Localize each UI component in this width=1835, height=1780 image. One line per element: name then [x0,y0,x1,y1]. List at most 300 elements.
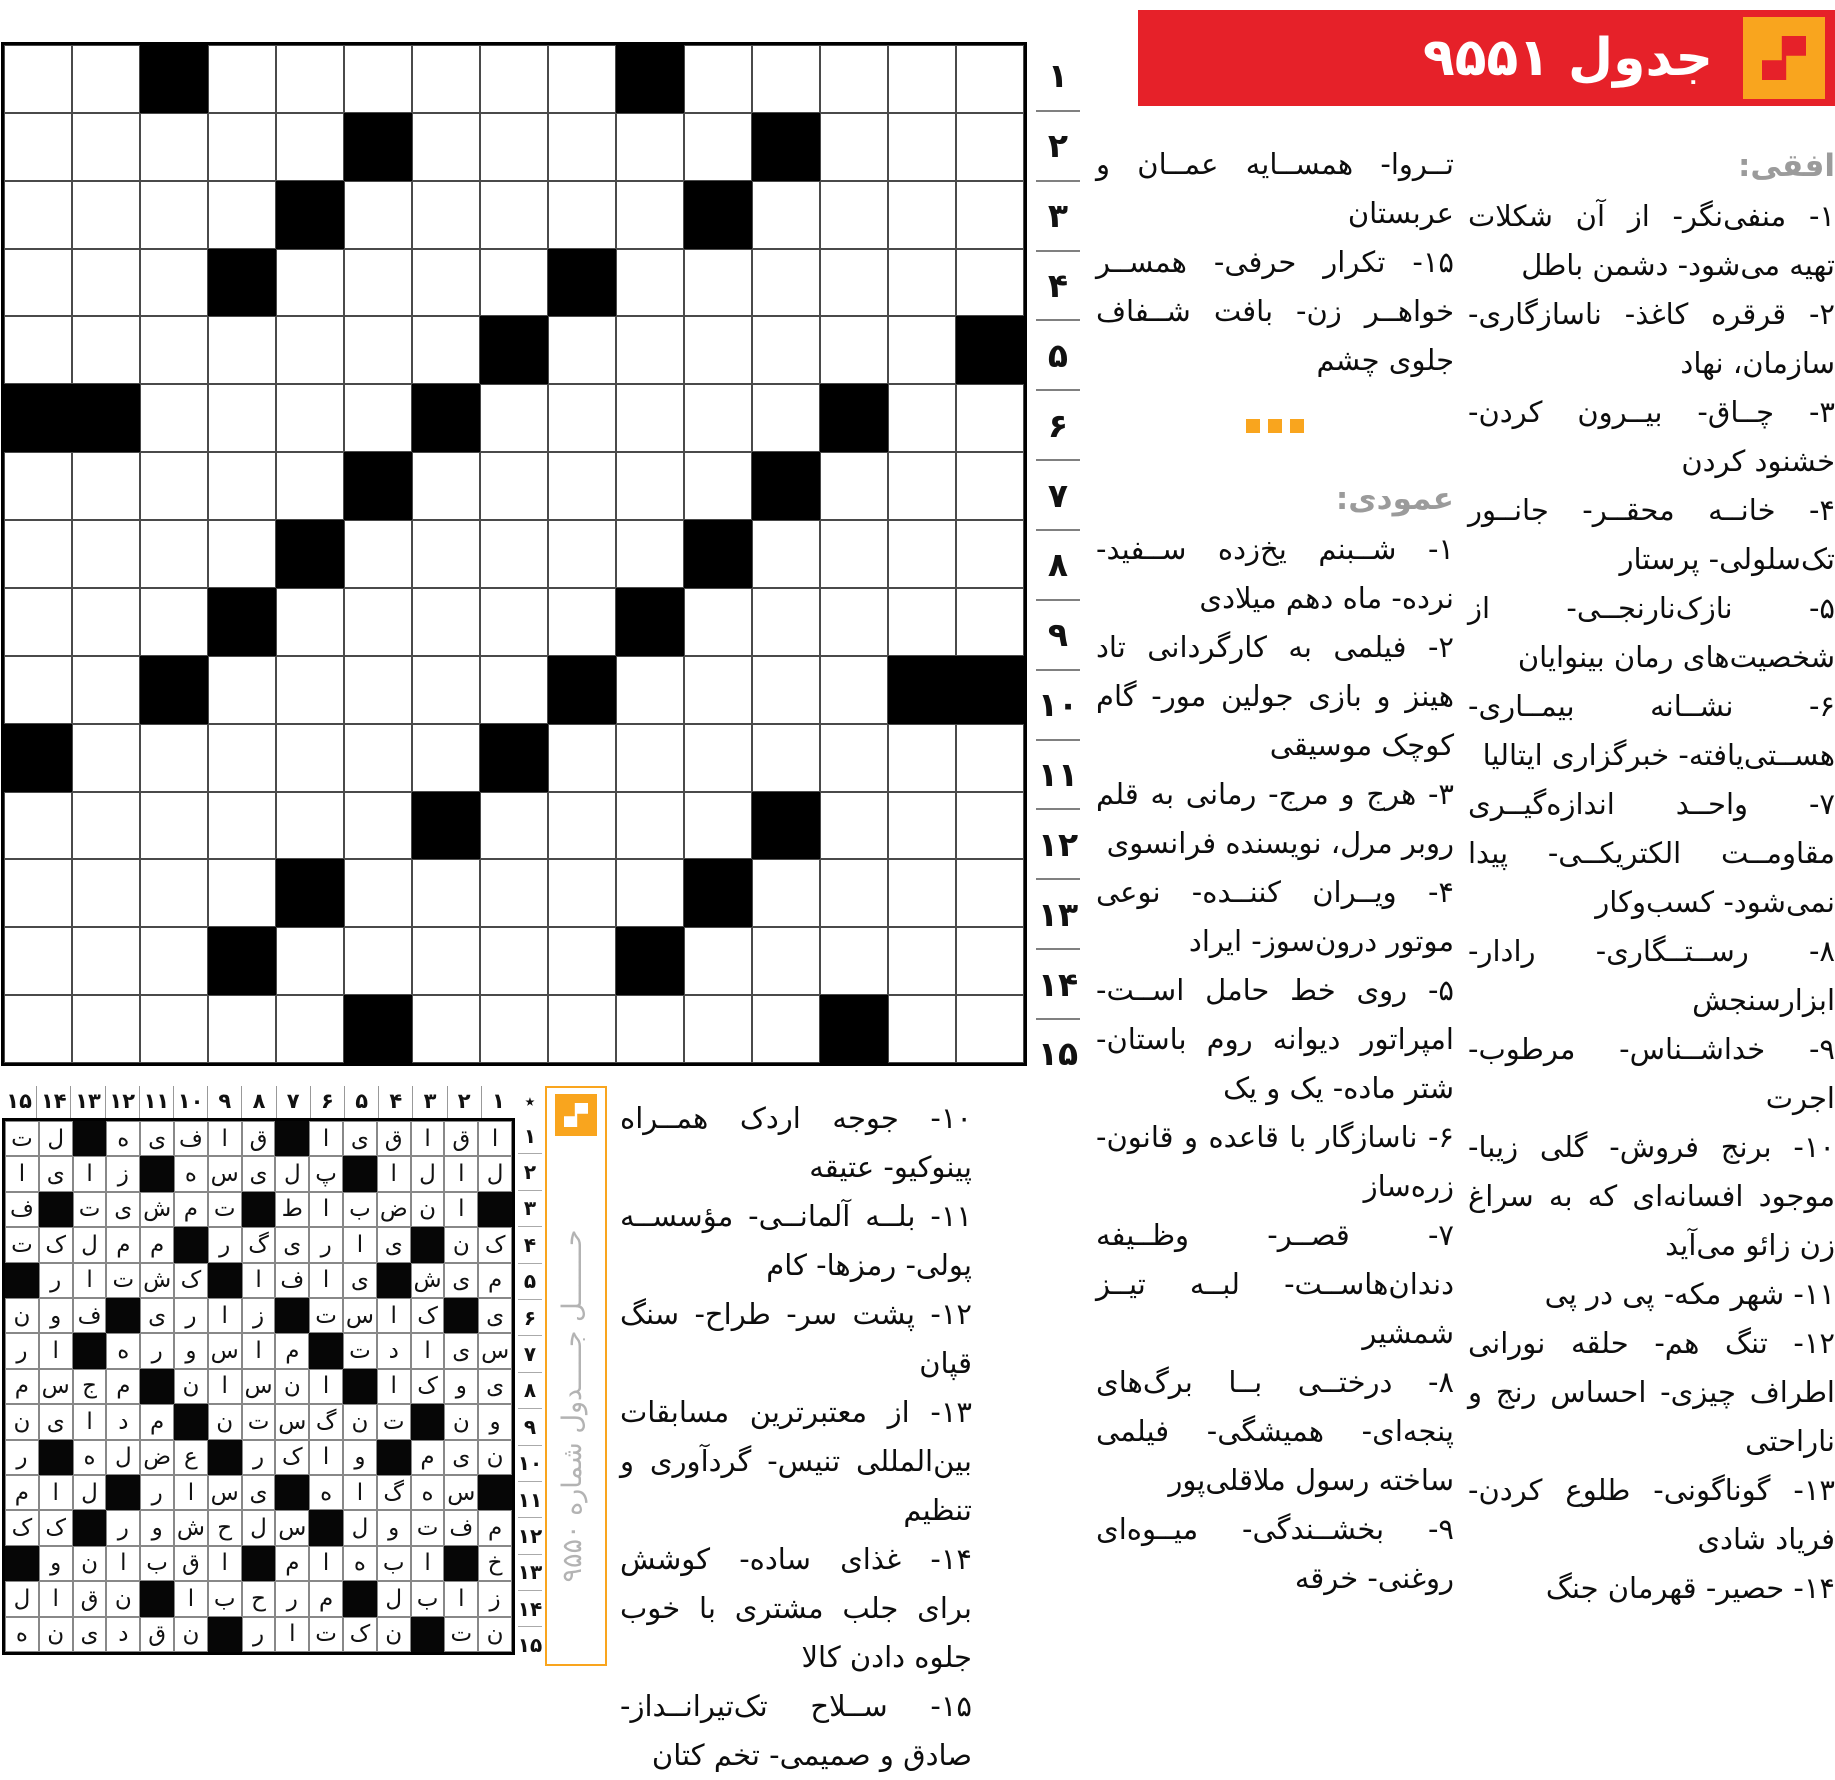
puzzle-cell[interactable] [480,995,548,1063]
puzzle-cell[interactable] [956,859,1024,927]
solution-letter-cell: ا [39,1475,73,1510]
puzzle-cell[interactable] [72,724,140,792]
puzzle-cell[interactable] [140,859,208,927]
puzzle-cell[interactable] [208,859,276,927]
puzzle-cell[interactable] [820,452,888,520]
down-clue: ۱۴- غذای ساده- کوشش برای جلب مشتری با خوب جلوه دادن کالا [620,1542,972,1674]
solution-grid [2,1118,515,1655]
puzzle-cell[interactable] [4,656,72,724]
puzzle-cell[interactable] [480,384,548,452]
solution-letter-cell: ا [343,1475,377,1510]
puzzle-black-cell [616,588,684,656]
puzzle-cell[interactable] [208,452,276,520]
solution-letter-cell: ی [73,1617,107,1652]
puzzle-cell[interactable] [956,181,1024,249]
sidebar-mark-icon [564,1103,588,1127]
puzzle-cell[interactable] [956,724,1024,792]
puzzle-black-cell [888,656,956,724]
puzzle-cell[interactable] [344,724,412,792]
solution-letter-cell: ت [309,1298,343,1333]
puzzle-cell[interactable] [72,859,140,927]
puzzle-cell[interactable] [480,792,548,860]
down-clue: ۱- شــبنم یخ‌زده ســفید- نرده- ماه دهم میلادی [1096,532,1454,615]
solution-letter-cell: و [377,1510,411,1545]
puzzle-cell[interactable] [140,792,208,860]
puzzle-black-cell [684,181,752,249]
puzzle-cell[interactable] [4,113,72,181]
puzzle-cell[interactable] [684,113,752,181]
puzzle-cell[interactable] [752,249,820,317]
puzzle-cell[interactable] [888,724,956,792]
puzzle-row-number: ۶ [1036,391,1080,461]
puzzle-cell[interactable] [412,181,480,249]
puzzle-cell[interactable] [140,452,208,520]
puzzle-row-number: ۱۵ [1037,1034,1079,1074]
puzzle-cell[interactable] [820,316,888,384]
puzzle-cell[interactable] [344,792,412,860]
puzzle-cell[interactable] [480,181,548,249]
puzzle-cell[interactable] [752,724,820,792]
solution-letter-cell: ن [478,1617,512,1652]
across-clue: ۷- واحــد اندازه‌گیــری مقاومــت الکتریکــی- پیدا نمی‌شود- کسب‌وکار [1468,787,1835,919]
puzzle-cell[interactable] [888,927,956,995]
puzzle-cell[interactable] [820,656,888,724]
puzzle-cell[interactable] [888,249,956,317]
solution-letter-cell: ن [377,1617,411,1652]
solution-letter-cell: و [478,1404,512,1439]
solution-letter-cell: ر [106,1510,140,1545]
puzzle-cell[interactable] [888,45,956,113]
puzzle-cell[interactable] [752,384,820,452]
solution-letter-cell: ط [275,1192,309,1227]
puzzle-cell[interactable] [344,316,412,384]
solution-row-number: ۱ [518,1118,542,1154]
puzzle-cell[interactable] [344,45,412,113]
puzzle-cell[interactable] [684,724,752,792]
puzzle-cell[interactable] [344,656,412,724]
solution-letter-cell: ش [411,1263,445,1298]
puzzle-cell[interactable] [956,520,1024,588]
solution-col-number: ۱۱ [139,1086,173,1118]
solution-col-number: ۱ [481,1086,515,1118]
solution-letter-cell: ی [242,1475,276,1510]
puzzle-cell[interactable] [140,113,208,181]
solution-letter-cell: ش [140,1192,174,1227]
puzzle-cell[interactable] [276,316,344,384]
puzzle-cell[interactable] [548,45,616,113]
solution-letter-cell: ق [73,1581,107,1616]
down-clue: ۳- هرج و مرج- رمانی به قلم روبر مرل، نویسنده فرانسوی [1096,777,1454,860]
puzzle-cell[interactable] [548,452,616,520]
solution-letter-cell: ک [411,1369,445,1404]
puzzle-cell[interactable] [72,249,140,317]
puzzle-cell[interactable] [140,995,208,1063]
puzzle-cell[interactable] [4,792,72,860]
solution-letter-cell: ر [39,1263,73,1298]
solution-black-cell [106,1298,140,1333]
puzzle-cell[interactable] [4,588,72,656]
puzzle-cell[interactable] [4,45,72,113]
puzzle-cell[interactable] [276,45,344,113]
puzzle-cell[interactable] [616,792,684,860]
puzzle-cell[interactable] [752,45,820,113]
puzzle-cell[interactable] [276,995,344,1063]
puzzle-cell[interactable] [548,724,616,792]
puzzle-cell[interactable] [616,113,684,181]
solution-row-number: ۹ [518,1409,542,1445]
puzzle-cell[interactable] [140,520,208,588]
solution-letter-cell: ی [444,1333,478,1368]
puzzle-cell[interactable] [752,181,820,249]
solution-letter-cell: د [106,1404,140,1439]
solution-col-number: ۱۲ [105,1086,139,1118]
solution-letter-cell: ا [309,1369,343,1404]
puzzle-cell[interactable] [344,859,412,927]
solution-letter-cell: ت [106,1263,140,1298]
puzzle-cell[interactable] [276,656,344,724]
puzzle-cell[interactable] [616,384,684,452]
solution-letter-cell: ل [39,1121,73,1156]
puzzle-cell[interactable] [820,113,888,181]
solution-letter-cell: ض [140,1440,174,1475]
puzzle-row-number: ۳ [1036,182,1080,252]
puzzle-cell[interactable] [752,588,820,656]
puzzle-cell[interactable] [548,927,616,995]
solution-black-cell [39,1440,73,1475]
puzzle-cell[interactable] [548,995,616,1063]
puzzle-cell[interactable] [684,927,752,995]
solution-col-number: ۶ [310,1086,344,1118]
puzzle-cell[interactable] [684,792,752,860]
solution-letter-cell: ی [444,1263,478,1298]
puzzle-cell[interactable] [208,520,276,588]
puzzle-cell[interactable] [888,384,956,452]
puzzle-black-cell [684,520,752,588]
puzzle-cell[interactable] [888,859,956,927]
puzzle-cell[interactable] [956,588,1024,656]
puzzle-cell[interactable] [888,181,956,249]
puzzle-cell[interactable] [956,113,1024,181]
puzzle-cell[interactable] [140,181,208,249]
puzzle-grid[interactable] [1,42,1027,1066]
puzzle-cell[interactable] [956,792,1024,860]
solution-letter-cell: ن [174,1617,208,1652]
puzzle-cell[interactable] [820,520,888,588]
across-clue: ۱۴- حصیر- قهرمان جنگ [1545,1571,1835,1605]
puzzle-row-number: ۱۰ [1036,671,1080,741]
puzzle-cell[interactable] [412,927,480,995]
puzzle-cell[interactable] [276,724,344,792]
puzzle-cell[interactable] [412,316,480,384]
solution-letter-cell: ک [5,1510,39,1545]
solution-letter-cell: ی [343,1121,377,1156]
puzzle-cell[interactable] [820,792,888,860]
solution-letter-cell: ه [174,1156,208,1191]
puzzle-cell[interactable] [888,995,956,1063]
solution-letter-cell: م [275,1546,309,1581]
puzzle-cell[interactable] [752,995,820,1063]
puzzle-cell[interactable] [548,113,616,181]
puzzle-cell[interactable] [888,520,956,588]
puzzle-black-cell [752,452,820,520]
puzzle-cell[interactable] [820,927,888,995]
puzzle-cell[interactable] [208,995,276,1063]
puzzle-cell[interactable] [72,927,140,995]
puzzle-cell[interactable] [140,384,208,452]
puzzle-cell[interactable] [548,384,616,452]
across-clue: ۴- خانــه محقــر- جانــور تک‌سلولی- پرستار [1468,493,1835,576]
puzzle-cell[interactable] [752,859,820,927]
puzzle-cell[interactable] [140,724,208,792]
puzzle-cell[interactable] [4,452,72,520]
solution-letter-cell: ز [106,1156,140,1191]
solution-letter-cell: س [444,1475,478,1510]
down-clue: ۵- روی خط حامل اســت- امپراتور دیوانه روم باستان- شتر ماده- یک و یک [1096,973,1454,1105]
puzzle-cell[interactable] [480,859,548,927]
puzzle-cell[interactable] [548,520,616,588]
puzzle-cell[interactable] [72,792,140,860]
puzzle-cell[interactable] [684,588,752,656]
solution-letter-cell: ا [73,1156,107,1191]
puzzle-cell[interactable] [412,520,480,588]
solution-letter-cell: ا [444,1156,478,1191]
puzzle-cell[interactable] [956,927,1024,995]
puzzle-cell[interactable] [684,249,752,317]
puzzle-cell[interactable] [888,316,956,384]
solution-letter-cell: ا [343,1227,377,1262]
across-clue: ۱- منفی‌نگر- از آن شکلات تهیه می‌شود- دشمن باطل [1468,199,1835,282]
puzzle-cell[interactable] [616,520,684,588]
solution-letter-cell: ت [343,1333,377,1368]
puzzle-cell[interactable] [684,316,752,384]
puzzle-cell[interactable] [72,181,140,249]
puzzle-cell[interactable] [684,45,752,113]
puzzle-cell[interactable] [820,181,888,249]
puzzle-cell[interactable] [276,249,344,317]
puzzle-black-cell [480,724,548,792]
puzzle-cell[interactable] [276,113,344,181]
solution-letter-cell: ف [73,1298,107,1333]
puzzle-cell[interactable] [684,452,752,520]
puzzle-cell[interactable] [344,588,412,656]
puzzle-cell[interactable] [616,181,684,249]
puzzle-cell[interactable] [752,316,820,384]
puzzle-black-cell [480,316,548,384]
puzzle-cell[interactable] [616,724,684,792]
puzzle-cell[interactable] [344,181,412,249]
puzzle-cell[interactable] [208,316,276,384]
puzzle-cell[interactable] [684,995,752,1063]
puzzle-cell[interactable] [140,249,208,317]
puzzle-cell[interactable] [344,249,412,317]
solution-row-numbers [518,1118,542,1663]
puzzle-cell[interactable] [4,520,72,588]
puzzle-cell[interactable] [956,995,1024,1063]
puzzle-cell[interactable] [888,113,956,181]
puzzle-cell[interactable] [72,995,140,1063]
puzzle-cell[interactable] [616,656,684,724]
solution-letter-cell: خ [478,1546,512,1581]
puzzle-cell[interactable] [752,656,820,724]
puzzle-cell[interactable] [276,792,344,860]
puzzle-cell[interactable] [4,181,72,249]
solution-letter-cell: ر [5,1440,39,1475]
puzzle-cell[interactable] [820,249,888,317]
puzzle-cell[interactable] [480,520,548,588]
solution-black-cell [343,1581,377,1616]
solution-col-number: ۵ [344,1086,378,1118]
puzzle-cell[interactable] [820,45,888,113]
puzzle-cell[interactable] [72,588,140,656]
puzzle-black-cell [820,384,888,452]
across-clue: ۲- قرقره کاغذ- ناسازگاری- سازمان، نهاد [1468,297,1835,380]
puzzle-cell[interactable] [548,316,616,384]
puzzle-cell[interactable] [956,384,1024,452]
solution-letter-cell: ا [208,1546,242,1581]
puzzle-cell[interactable] [412,656,480,724]
puzzle-cell[interactable] [548,859,616,927]
puzzle-cell[interactable] [548,181,616,249]
puzzle-cell[interactable] [480,927,548,995]
solution-col-number: ۱۵ [6,1089,32,1113]
across-clue-15: ۱۵- تکرار حرفی- همســر خواهــر زن- بافت شــفاف جلوی چشم [1096,245,1454,377]
puzzle-cell[interactable] [684,384,752,452]
puzzle-cell[interactable] [412,249,480,317]
solution-letter-cell: ا [5,1156,39,1191]
left-clues-column [620,1094,972,1780]
solution-row-number: ۳ [518,1191,542,1227]
puzzle-cell[interactable] [616,995,684,1063]
puzzle-cell[interactable] [480,249,548,317]
solution-letter-cell: ا [242,1263,276,1298]
puzzle-cell[interactable] [276,452,344,520]
puzzle-cell[interactable] [208,113,276,181]
puzzle-cell[interactable] [344,520,412,588]
solution-col-number: ۱۳ [70,1086,104,1118]
puzzle-cell[interactable] [480,656,548,724]
puzzle-cell[interactable] [276,927,344,995]
puzzle-cell[interactable] [72,520,140,588]
puzzle-cell[interactable] [888,792,956,860]
puzzle-cell[interactable] [752,927,820,995]
middle-clues-column [1096,140,1454,1603]
down-clue: ۴- ویــران کننــده- نوعی موتور درون‌سوز- ایراد [1096,875,1454,958]
solution-letter-cell: س [478,1333,512,1368]
puzzle-cell[interactable] [548,792,616,860]
puzzle-cell[interactable] [548,588,616,656]
solution-row-number: ۱۰ [518,1446,542,1482]
puzzle-cell[interactable] [480,452,548,520]
puzzle-cell[interactable] [72,45,140,113]
solution-letter-cell: م [309,1581,343,1616]
puzzle-cell[interactable] [276,588,344,656]
puzzle-cell[interactable] [208,724,276,792]
puzzle-cell[interactable] [888,452,956,520]
solution-letter-cell: و [343,1440,377,1475]
puzzle-cell[interactable] [208,181,276,249]
puzzle-cell[interactable] [4,859,72,927]
puzzle-cell[interactable] [72,452,140,520]
puzzle-cell[interactable] [208,45,276,113]
across-clue-14-continuation: تــروا- همســایه عمــان و عربستان [1096,147,1454,230]
puzzle-cell[interactable] [140,588,208,656]
solution-letter-cell: ک [478,1227,512,1262]
solution-letter-cell: ا [242,1333,276,1368]
puzzle-cell[interactable] [72,316,140,384]
solution-letter-cell: ق [377,1121,411,1156]
puzzle-cell[interactable] [208,656,276,724]
puzzle-cell[interactable] [4,249,72,317]
puzzle-cell[interactable] [616,452,684,520]
puzzle-cell[interactable] [956,45,1024,113]
solution-letter-cell: ا [309,1121,343,1156]
puzzle-cell[interactable] [344,384,412,452]
solution-letter-cell: ز [478,1581,512,1616]
puzzle-cell[interactable] [956,452,1024,520]
puzzle-cell[interactable] [616,316,684,384]
puzzle-cell[interactable] [480,113,548,181]
solution-letter-cell: ا [377,1369,411,1404]
puzzle-cell[interactable] [480,45,548,113]
puzzle-cell[interactable] [4,316,72,384]
puzzle-cell[interactable] [412,45,480,113]
puzzle-cell[interactable] [956,249,1024,317]
solution-letter-cell: س [275,1510,309,1545]
puzzle-cell[interactable] [888,588,956,656]
puzzle-row-number: ۱۱ [1036,741,1080,811]
puzzle-cell[interactable] [276,384,344,452]
puzzle-cell[interactable] [4,995,72,1063]
puzzle-cell[interactable] [412,724,480,792]
puzzle-black-cell [752,113,820,181]
puzzle-cell[interactable] [344,927,412,995]
solution-letter-cell: ی [39,1156,73,1191]
puzzle-cell[interactable] [752,520,820,588]
puzzle-cell[interactable] [208,384,276,452]
puzzle-cell[interactable] [820,859,888,927]
puzzle-cell[interactable] [72,656,140,724]
solution-letter-cell: ل [343,1510,377,1545]
solution-letter-cell: ی [39,1404,73,1439]
puzzle-cell[interactable] [72,113,140,181]
puzzle-cell[interactable] [480,588,548,656]
puzzle-cell[interactable] [140,316,208,384]
solution-letter-cell: ا [377,1298,411,1333]
puzzle-cell[interactable] [412,452,480,520]
puzzle-cell[interactable] [412,113,480,181]
solution-letter-cell: ت [73,1192,107,1227]
solution-letter-cell: ش [140,1263,174,1298]
puzzle-cell[interactable] [616,249,684,317]
puzzle-cell[interactable] [412,859,480,927]
puzzle-cell[interactable] [412,588,480,656]
puzzle-cell[interactable] [208,792,276,860]
solution-letter-cell: ن [73,1546,107,1581]
puzzle-cell[interactable] [412,995,480,1063]
solution-letter-cell: ه [5,1617,39,1652]
puzzle-cell[interactable] [616,859,684,927]
puzzle-cell[interactable] [684,656,752,724]
solution-black-cell [140,1581,174,1616]
solution-row-number: ۴ [518,1227,542,1263]
puzzle-cell[interactable] [4,927,72,995]
puzzle-cell[interactable] [820,588,888,656]
puzzle-cell[interactable] [820,724,888,792]
solution-letter-cell: ف [275,1263,309,1298]
down-clue: ۶- ناسازگار با قاعده و قانون- زره‌ساز [1096,1120,1454,1203]
puzzle-cell[interactable] [140,927,208,995]
solution-letter-cell: د [377,1333,411,1368]
